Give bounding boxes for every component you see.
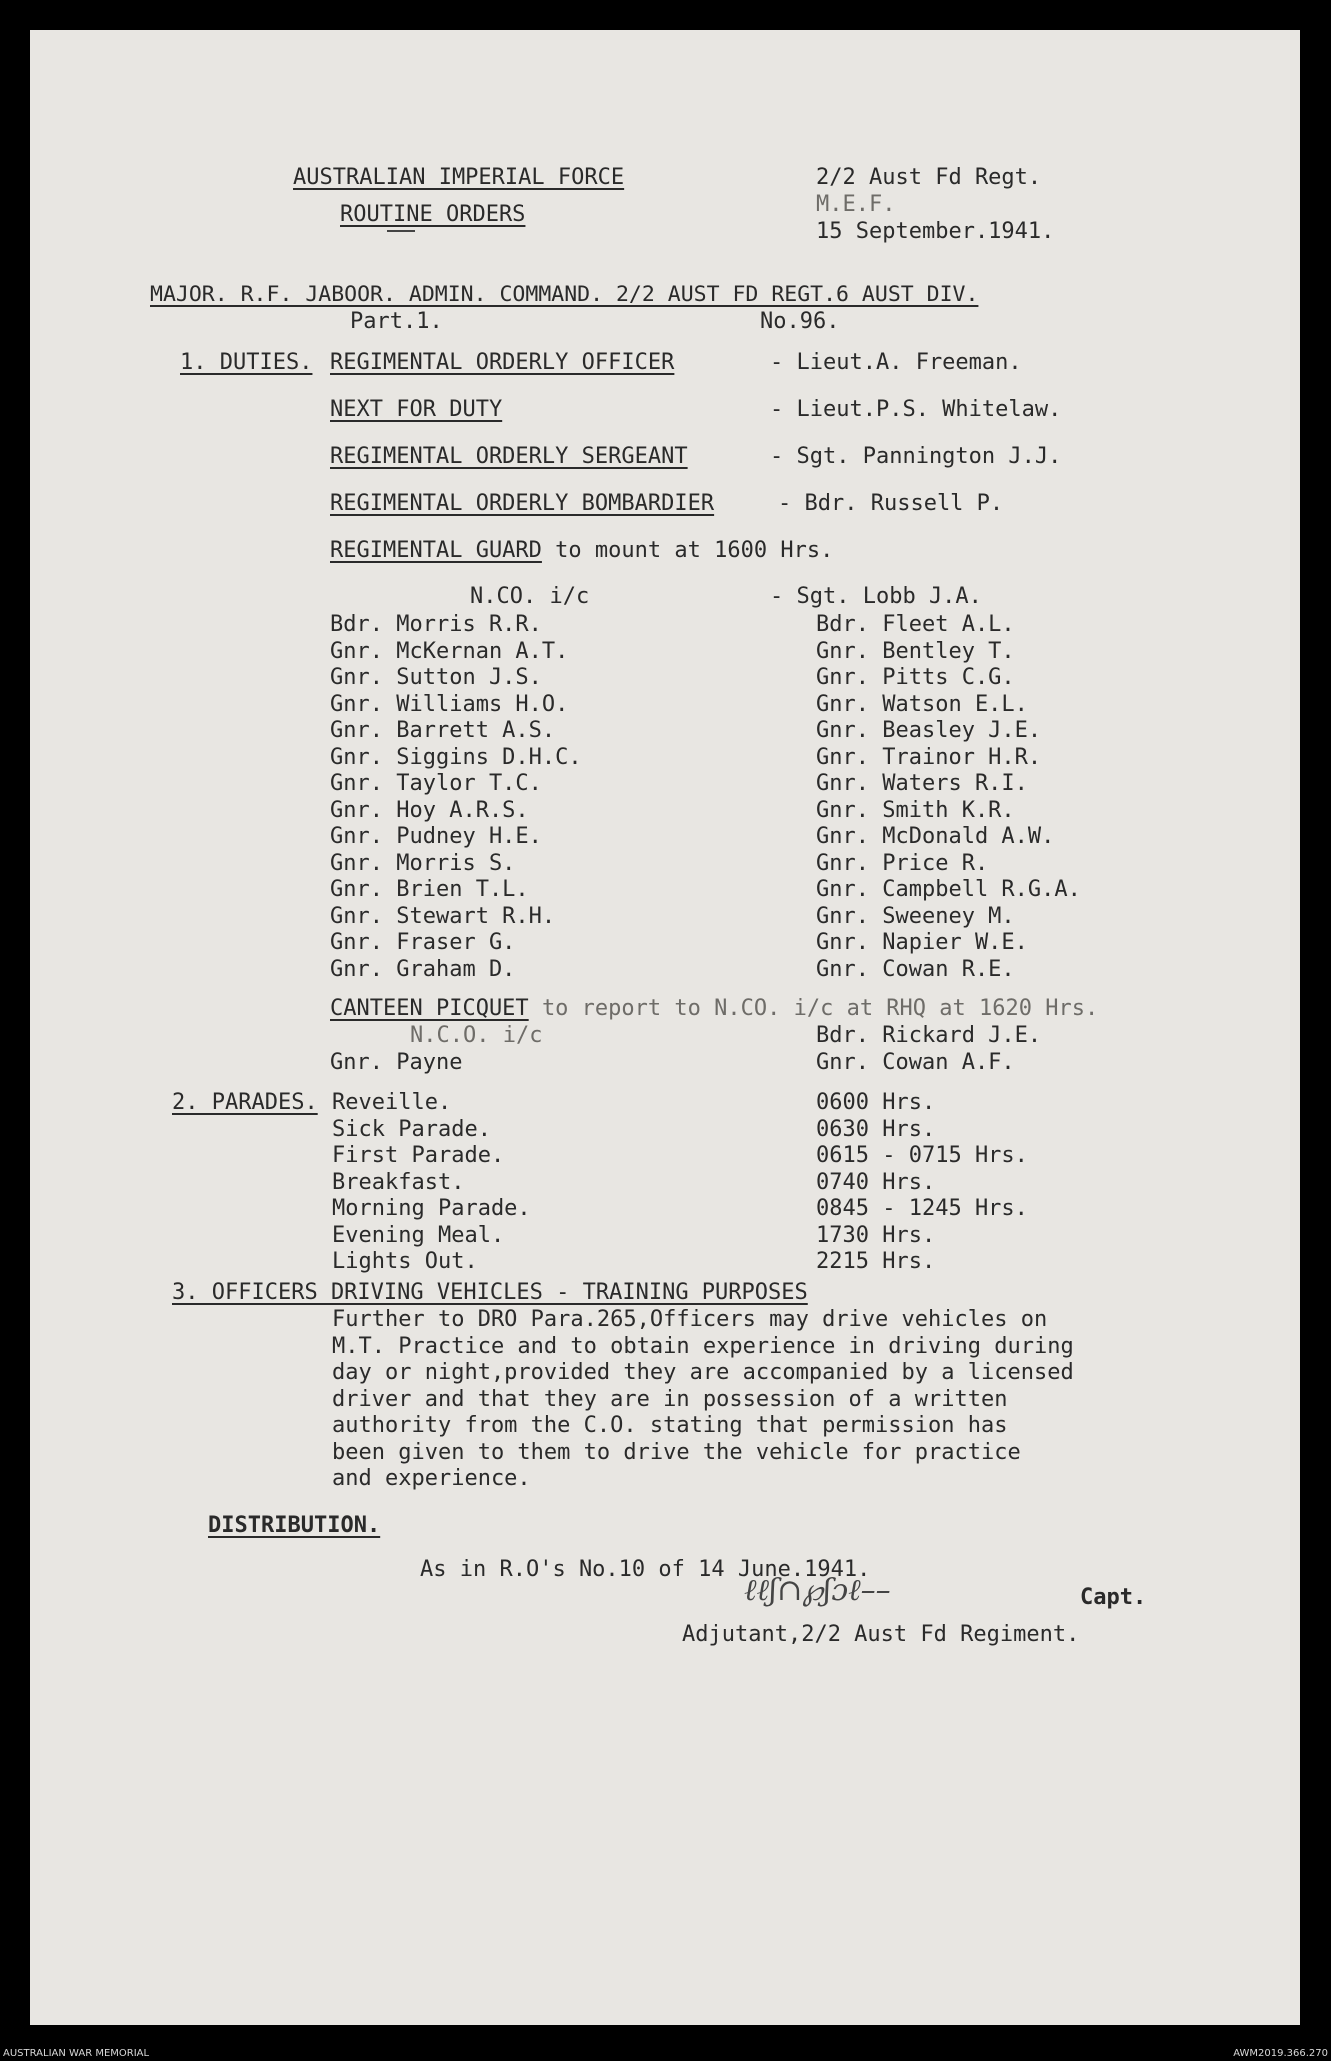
- parade-label: Reveille.: [332, 1090, 452, 1115]
- guard-member: Gnr. Barrett A.S.: [330, 718, 556, 743]
- parade-time: 1730 Hrs.: [816, 1222, 936, 1248]
- guard-heading: REGIMENTAL GUARD: [330, 538, 542, 563]
- duty-role: REGIMENTAL ORDERLY SERGEANT: [330, 444, 688, 469]
- parade-label: First Parade.: [332, 1143, 505, 1168]
- nco-name: - Sgt. Lobb J.A.: [770, 584, 982, 609]
- guard-member: Gnr. McDonald A.W.: [816, 824, 1055, 849]
- footer-reference: AWM2019.366.270: [1233, 2048, 1328, 2059]
- paragraph-line: driver and that they are in possession of a written: [332, 1386, 1008, 1412]
- paragraph-line: day or night,provided they are accompanied by a licensed: [332, 1360, 1074, 1385]
- paragraph-line: been given to them to drive the vehicle for practice: [332, 1439, 1021, 1465]
- guard-member: Bdr. Morris R.R.: [330, 612, 542, 637]
- officers-driving-body: [332, 1307, 1074, 1493]
- parade-time: 0615 - 0715 Hrs.: [816, 1143, 1028, 1168]
- guard-member: Gnr. Price R.: [816, 850, 989, 876]
- title-rule: [387, 230, 415, 232]
- underline-mark: [387, 230, 415, 232]
- guard-member: Gnr. Trainor H.R.: [816, 744, 1042, 770]
- handwritten-signature: ℓℓʃ∩℘ʃɔℓ––: [744, 1573, 891, 1608]
- duties-heading: 1. DUTIES.: [180, 350, 313, 375]
- location: M.E.F.: [816, 192, 896, 217]
- paragraph-line: and experience.: [332, 1466, 531, 1491]
- duty-name: - Sgt. Pannington J.J.: [770, 444, 1062, 469]
- parades-heading: 2. PARADES.: [172, 1090, 318, 1115]
- guard-list-right: [816, 612, 1081, 983]
- guard-list-left: [330, 612, 582, 983]
- parade-label: Lights Out.: [332, 1249, 478, 1274]
- guard-member: Gnr. Siggins D.H.C.: [330, 744, 582, 770]
- document-date: 15 September.1941.: [816, 219, 1055, 244]
- guard-member: Gnr. Campbell R.G.A.: [816, 877, 1081, 902]
- unit-name: 2/2 Aust Fd Regt.: [816, 165, 1042, 190]
- guard-line: [330, 538, 833, 565]
- guard-member: Gnr. Williams H.O.: [330, 691, 569, 717]
- parade-labels: [332, 1090, 531, 1276]
- parade-label: Morning Parade.: [332, 1196, 531, 1221]
- footer-source: AUSTRALIAN WAR MEMORIAL: [3, 2048, 150, 2059]
- parade-time: 0630 Hrs.: [816, 1116, 936, 1142]
- guard-member: Gnr. Waters R.I.: [816, 771, 1028, 796]
- canteen-text: to report to N.CO. i/c at RHQ at 1620 Hrs.: [541, 996, 1099, 1021]
- guard-member: Gnr. Pitts C.G.: [816, 665, 1015, 690]
- canteen-nco-name: Bdr. Rickard J.E.: [816, 1023, 1042, 1048]
- guard-member: Gnr. Brien T.L.: [330, 877, 529, 902]
- guard-member: Gnr. Smith K.R.: [816, 797, 1015, 823]
- duty-name: - Lieut.A. Freeman.: [770, 350, 1022, 375]
- duty-name: - Lieut.P.S. Whitelaw.: [770, 397, 1062, 422]
- part-number: Part.1.: [350, 309, 443, 334]
- order-number: No.96.: [760, 309, 840, 334]
- duty-role: REGIMENTAL ORDERLY BOMBARDIER: [330, 491, 715, 516]
- nco-label: N.CO. i/c: [470, 584, 590, 609]
- guard-text: to mount at 1600 Hrs.: [555, 538, 834, 563]
- guard-member: Bdr. Fleet A.L.: [816, 612, 1015, 637]
- parade-label: Sick Parade.: [332, 1116, 491, 1142]
- guard-member: Gnr. Fraser G.: [330, 930, 516, 955]
- canteen-member: Gnr. Cowan A.F.: [816, 1050, 1015, 1075]
- guard-member: Gnr. Beasley J.E.: [816, 718, 1042, 743]
- officers-driving-heading: 3. OFFICERS DRIVING VEHICLES - TRAINING PURPOSES: [172, 1280, 808, 1305]
- paragraph-line: authority from the C.O. stating that permission has: [332, 1413, 1008, 1438]
- duty-name: - Bdr. Russell P.: [778, 491, 1004, 516]
- parade-label: Breakfast.: [332, 1169, 465, 1195]
- parade-time: 0600 Hrs.: [816, 1090, 936, 1115]
- parade-label: Evening Meal.: [332, 1222, 505, 1248]
- guard-member: Gnr. Watson E.L.: [816, 691, 1028, 717]
- parade-time: 0845 - 1245 Hrs.: [816, 1196, 1028, 1221]
- guard-member: Gnr. Sweeney M.: [816, 903, 1015, 929]
- canteen-member: Gnr. Payne: [330, 1050, 463, 1075]
- signatory-rank: Capt.: [1080, 1585, 1147, 1610]
- document-subtitle: ROUTINE ORDERS: [340, 202, 526, 227]
- guard-member: Gnr. Pudney H.E.: [330, 824, 542, 849]
- paragraph-line: Further to DRO Para.265,Officers may drive vehicles on: [332, 1307, 1048, 1332]
- command-line: MAJOR. R.F. JABOOR. ADMIN. COMMAND. 2/2 AUST FD REGT.6 AUST DIV.: [150, 282, 979, 307]
- guard-member: Gnr. Hoy A.R.S.: [330, 797, 529, 823]
- guard-member: Gnr. Cowan R.E.: [816, 956, 1015, 982]
- document-page: [30, 30, 1300, 2025]
- guard-member: Gnr. Stewart R.H.: [330, 903, 556, 929]
- guard-member: Gnr. Bentley T.: [816, 638, 1015, 664]
- signatory-title: Adjutant,2/2 Aust Fd Regiment.: [682, 1622, 1080, 1647]
- distribution-heading: DISTRIBUTION.: [208, 1513, 381, 1538]
- canteen-line: [330, 996, 1098, 1023]
- paragraph-line: M.T. Practice and to obtain experience in driving during: [332, 1333, 1074, 1359]
- parade-times: [816, 1090, 1028, 1276]
- duty-role: REGIMENTAL ORDERLY OFFICER: [330, 350, 675, 375]
- canteen-nco-label: N.C.O. i/c: [410, 1023, 543, 1048]
- canteen-heading: CANTEEN PICQUET: [330, 996, 529, 1021]
- guard-member: Gnr. Napier W.E.: [816, 930, 1028, 955]
- guard-member: Gnr. Morris S.: [330, 850, 516, 876]
- parade-time: 2215 Hrs.: [816, 1249, 936, 1274]
- guard-member: Gnr. Taylor T.C.: [330, 771, 542, 796]
- guard-member: Gnr. Sutton J.S.: [330, 665, 542, 690]
- parade-time: 0740 Hrs.: [816, 1169, 936, 1195]
- distribution-text: As in R.O's No.10 of 14 June.1941.: [420, 1557, 871, 1582]
- document-title: AUSTRALIAN IMPERIAL FORCE: [293, 165, 625, 190]
- guard-member: Gnr. Graham D.: [330, 956, 516, 982]
- duty-role: NEXT FOR DUTY: [330, 397, 503, 422]
- guard-member: Gnr. McKernan A.T.: [330, 638, 569, 664]
